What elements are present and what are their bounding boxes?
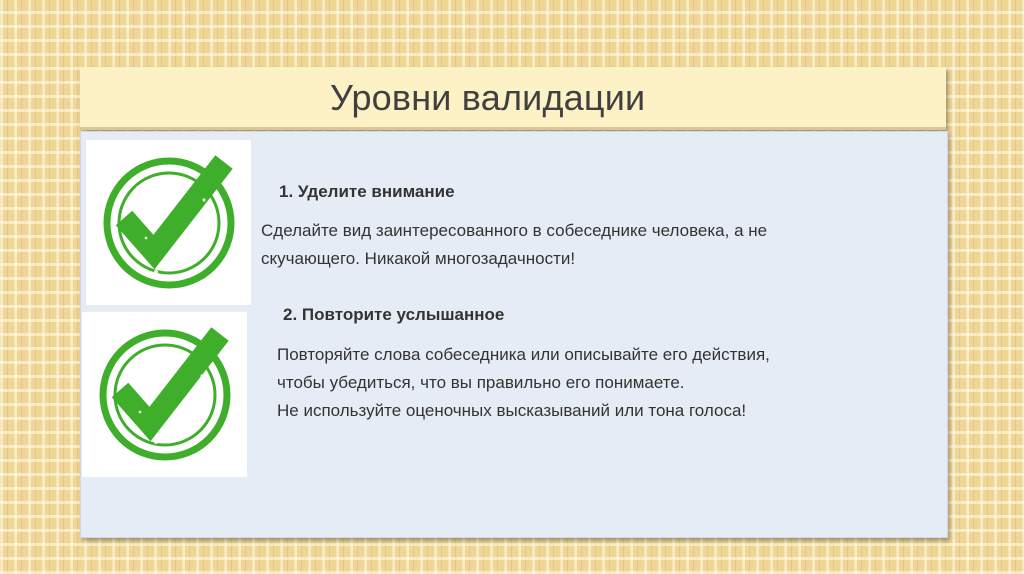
slide-title: Уровни валидации <box>330 77 646 118</box>
section-heading-attention: 1. Уделите внимание <box>279 182 455 201</box>
text-line: Не используйте оценочных высказываний или тона голоса! <box>277 401 747 420</box>
text-line: Сделайте вид заинтересованного в собеседнике человека, а не <box>261 221 768 240</box>
section-heading-repeat: 2. Повторите услышанное <box>283 305 505 324</box>
text-line: Повторяйте слова собеседника или описывайте его действия, <box>277 345 770 364</box>
title-bar <box>80 67 946 129</box>
text-line: чтобы убедиться, что вы правильно его понимаете. <box>277 373 685 392</box>
text-line: скучающего. Никакой многозадачности! <box>261 249 576 268</box>
checkmark-stamp-icon <box>86 140 251 305</box>
section-text-attention <box>261 217 901 273</box>
section-text-repeat <box>277 341 917 425</box>
title-divider <box>80 127 946 130</box>
checkmark-stamp-graphic <box>86 140 251 305</box>
checkmark-stamp-graphic <box>82 312 247 477</box>
checkmark-stamp-icon <box>82 312 247 477</box>
